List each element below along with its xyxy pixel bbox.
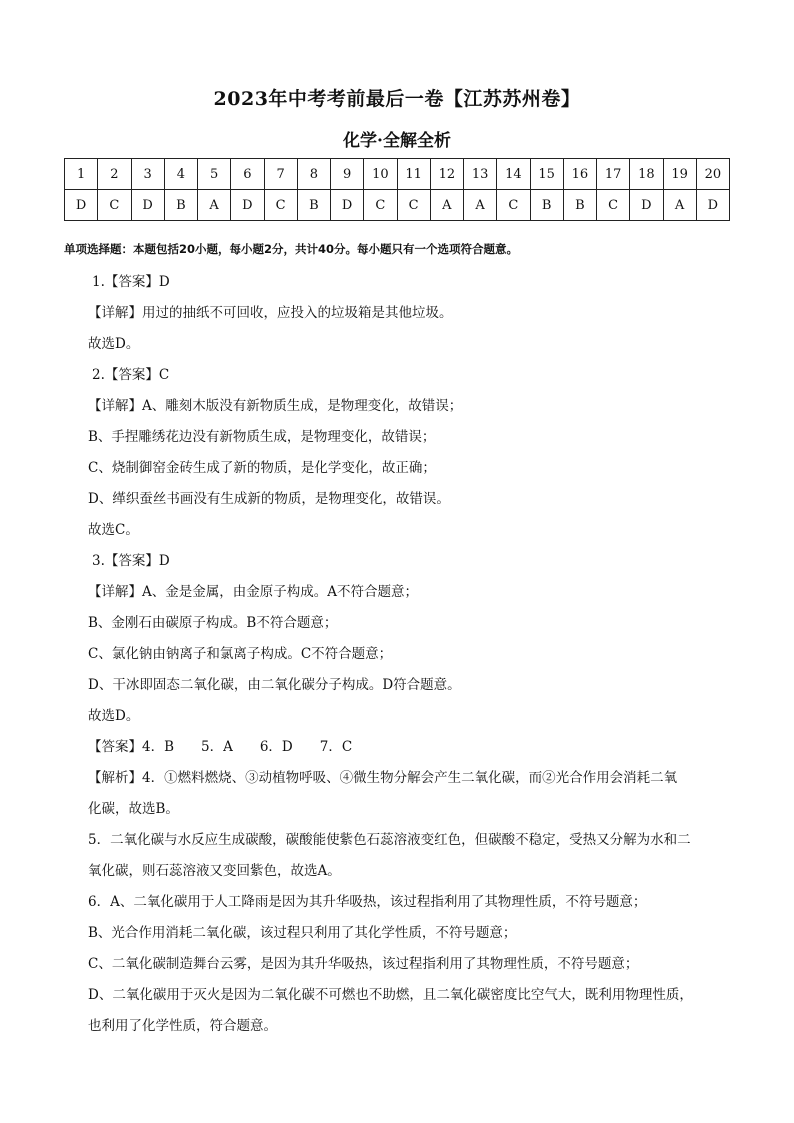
question-number-cell: 13 <box>464 159 497 190</box>
conclusion-line: 故选D。 <box>88 708 140 724</box>
answer-line: 3.【答案】D <box>92 553 170 569</box>
question-number-cell: 12 <box>430 159 463 190</box>
answer-cell: D <box>696 190 729 221</box>
answer-cell: C <box>98 190 131 221</box>
answer-cell: C <box>397 190 430 221</box>
analysis-line: 化碳，故选B。 <box>88 801 179 817</box>
question-number-cell: 9 <box>331 159 364 190</box>
analysis-line: 6．A、二氧化碳用于人工降雨是因为其升华吸热，该过程指利用了其物理性质，不符号题意； <box>88 894 647 910</box>
answer-cell: B <box>530 190 563 221</box>
explanation-line: C、烧制御窑金砖生成了新的物质，是化学变化，故正确； <box>88 460 436 476</box>
question-number-cell: 17 <box>597 159 630 190</box>
answer-table-answer-row <box>65 190 730 221</box>
question-number-cell: 2 <box>98 159 131 190</box>
explanation-line: 【详解】A、金是金属，由金原子构成。A不符合题意； <box>88 584 418 600</box>
question-number-cell: 10 <box>364 159 397 190</box>
question-number-cell: 8 <box>297 159 330 190</box>
answer-table-number-row <box>65 159 730 190</box>
answer-table <box>64 158 730 221</box>
page-subtitle: 化学·全解全析 <box>343 131 451 151</box>
answer-cell: B <box>164 190 197 221</box>
answer-cell: C <box>597 190 630 221</box>
answer-line: 2.【答案】C <box>92 367 170 383</box>
answer-line: 【答案】4．B 5．A 6．D 7．C <box>88 739 353 755</box>
explanation-line: 【详解】A、雕刻木版没有新物质生成，是物理变化，故错误； <box>88 398 463 414</box>
question-number-cell: 1 <box>65 159 98 190</box>
question-number-cell: 7 <box>264 159 297 190</box>
question-number-cell: 11 <box>397 159 430 190</box>
explanation-line: 【详解】用过的抽纸不可回收，应投入的垃圾箱是其他垃圾。 <box>88 305 453 321</box>
explanation-line: B、金刚石由碳原子构成。B不符合题意； <box>88 615 338 631</box>
question-number-cell: 19 <box>663 159 696 190</box>
question-number-cell: 15 <box>530 159 563 190</box>
answer-cell: A <box>198 190 231 221</box>
analysis-line: 5．二氧化碳与水反应生成碳酸，碳酸能使紫色石蕊溶液变红色，但碳酸不稳定，受热又分解为水和二 <box>88 832 691 848</box>
explanation-line: B、手捏雕绣花边没有新物质生成，是物理变化，故错误； <box>88 429 436 445</box>
question-number-cell: 16 <box>563 159 596 190</box>
explanation-line: C、氯化钠由钠离子和氯离子构成。C不符合题意； <box>88 646 393 662</box>
explanation-line: D、干冰即固态二氧化碳，由二氧化碳分子构成。D符合题意。 <box>88 677 461 693</box>
answer-cell: D <box>231 190 264 221</box>
question-number-cell: 3 <box>131 159 164 190</box>
answer-cell: C <box>497 190 530 221</box>
question-number-cell: 14 <box>497 159 530 190</box>
answer-cell: D <box>331 190 364 221</box>
answer-cell: C <box>264 190 297 221</box>
conclusion-line: 故选D。 <box>88 336 140 352</box>
answer-line: 1.【答案】D <box>92 274 170 290</box>
question-number-cell: 6 <box>231 159 264 190</box>
answer-cell: B <box>563 190 596 221</box>
answer-cell: A <box>464 190 497 221</box>
analysis-line: B、光合作用消耗二氧化碳，该过程只利用了其化学性质，不符号题意； <box>88 925 517 941</box>
page-title: 2023年中考考前最后一卷【江苏苏州卷】 <box>213 88 581 110</box>
conclusion-line: 故选C。 <box>88 522 139 538</box>
answer-cell: B <box>297 190 330 221</box>
answer-cell: D <box>630 190 663 221</box>
question-number-cell: 4 <box>164 159 197 190</box>
analysis-line: 也利用了化学性质，符合题意。 <box>88 1018 277 1034</box>
question-number-cell: 18 <box>630 159 663 190</box>
analysis-line: C、二氧化碳制造舞台云雾，是因为其升华吸热，该过程指利用了其物理性质，不符号题意； <box>88 956 639 972</box>
answer-cell: C <box>364 190 397 221</box>
answer-cell: D <box>131 190 164 221</box>
question-number-cell: 5 <box>198 159 231 190</box>
answer-cell: A <box>663 190 696 221</box>
answer-cell: D <box>65 190 98 221</box>
question-number-cell: 20 <box>696 159 729 190</box>
answer-cell: A <box>430 190 463 221</box>
analysis-line: 【解析】4．①燃料燃烧、③动植物呼吸、④微生物分解会产生二氧化碳，而②光合作用会消耗二氧 <box>88 770 678 786</box>
analysis-line: D、二氧化碳用于灭火是因为二氧化碳不可燃也不助燃，且二氧化碳密度比空气大，既利用物理性质， <box>88 987 693 1003</box>
section-heading: 单项选择题：本题包括20小题，每小题2分，共计40分。每小题只有一个选项符合题意。 <box>64 242 519 256</box>
analysis-line: 氧化碳，则石蕊溶液又变回紫色，故选A。 <box>88 863 341 879</box>
explanation-line: D、缂织蚕丝书画没有生成新的物质，是物理变化，故错误。 <box>88 491 450 507</box>
